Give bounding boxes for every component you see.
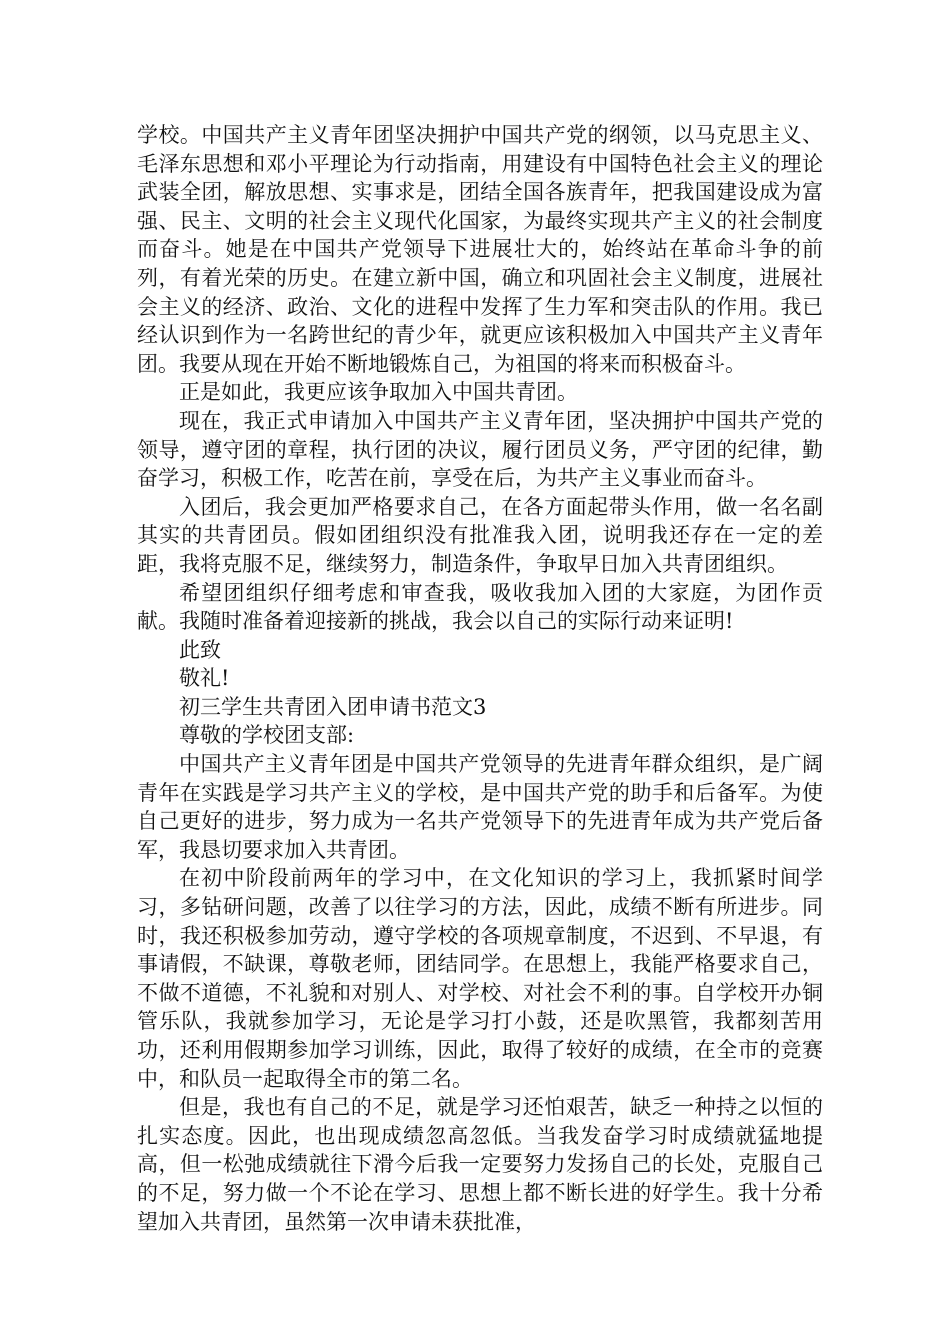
closing-respect: 敬礼! <box>179 666 230 691</box>
paragraph-league-intro: 中国共产主义青年团是中国共产党领导的先进青年群众组织，是广阔青年在实践是学习共产主义的学校，是中国共产党的助手和后备军。为使自己更好的进步，努力成为一名共产党领导下的先进青年成为共产党后备军，我恳切要求加入共青团。 <box>137 752 823 862</box>
paragraph-shortcomings: 但是，我也有自己的不足，就是学习还怕艰苦，缺乏一种持之以恒的扎实态度。因此，也出现成绩忽高忽低。当我发奋学习时成绩就猛地提高，但一松弛成绩就往下滑今后我一定要努力发扬自己的长处，克服自己的不足，努力做一个不论在学习、思想上都不断长进的好学生。我十分希望加入共青团，虽然第一次申请未获批准， <box>137 1095 823 1234</box>
paragraph-formal-application: 现在，我正式申请加入中国共产主义青年团，坚决拥护中国共产党的领导，遵守团的章程，执行团的决议，履行团员义务，严守团的纪律，勤奋学习，积极工作，吃苦在前，享受在后，为共产主义事业而奋斗。 <box>137 408 823 491</box>
paragraph-continuation: 学校。中国共产主义青年团坚决拥护中国共产党的纲领，以马克思主义、毛泽东思想和邓小平理论为行动指南，用建设有中国特色社会主义的理论武装全团，解放思想、实事求是，团结全国各族青年，把我国建设成为富强、民主、文明的社会主义现代化国家，为最终实现共产主义的社会制度而奋斗。她是在中国共产党领导下进展壮大的，始终站在革命斗争的前列，有着光荣的历史。在建立新中国，确立和巩固社会主义制度，进展社会主义的经济、政治、文化的进程中发挥了生力军和突击队的作用。我已经认识到作为一名跨世纪的青少年，就更应该积极加入中国共产主义青年团。我要从现在开始不断地锻炼自己，为祖国的将来而积极奋斗。 <box>137 123 823 376</box>
closing-salutation: 此致 <box>179 637 221 662</box>
paragraph-hope: 希望团组织仔细考虑和审查我，吸收我加入团的大家庭，为团作贡献。我随时准备着迎接新的挑战，我会以自己的实际行动来证明! <box>137 580 823 634</box>
letter-greeting: 尊敬的学校团支部: <box>179 723 355 748</box>
paragraph-study-record: 在初中阶段前两年的学习中，在文化知识的学习上，我抓紧时间学习，多钻研问题，改善了以往学习的方法，因此，成绩不断有所进步。同时，我还积极参加劳动，遵守学校的各项规章制度，不迟到、不早退，有事请假，不缺课，尊敬老师，团结同学。在思想上，我能严格要求自己，不做不道德，不礼貌和对别人、对学校、对社会不利的事。自学校开办铜管乐队，我就参加学习，无论是学习打小鼓，还是吹黑管，我都刻苦用功，还利用假期参加学习训练，因此，取得了较好的成绩，在全市的竞赛中，和队员一起取得全市的第二名。 <box>137 866 823 1091</box>
section-heading: 初三学生共青团入团申请书范文3 <box>179 694 487 719</box>
paragraph-after-joining: 入团后，我会更加严格要求自己，在各方面起带头作用，做一名名副其实的共青团员。假如团组织没有批准我入团，说明我还存在一定的差距，我将克服不足，继续努力，制造条件，争取早日加入共青团组织。 <box>137 494 823 576</box>
paragraph-resolve: 正是如此，我更应该争取加入中国共青团。 <box>179 380 578 405</box>
document-body <box>137 121 823 1236</box>
